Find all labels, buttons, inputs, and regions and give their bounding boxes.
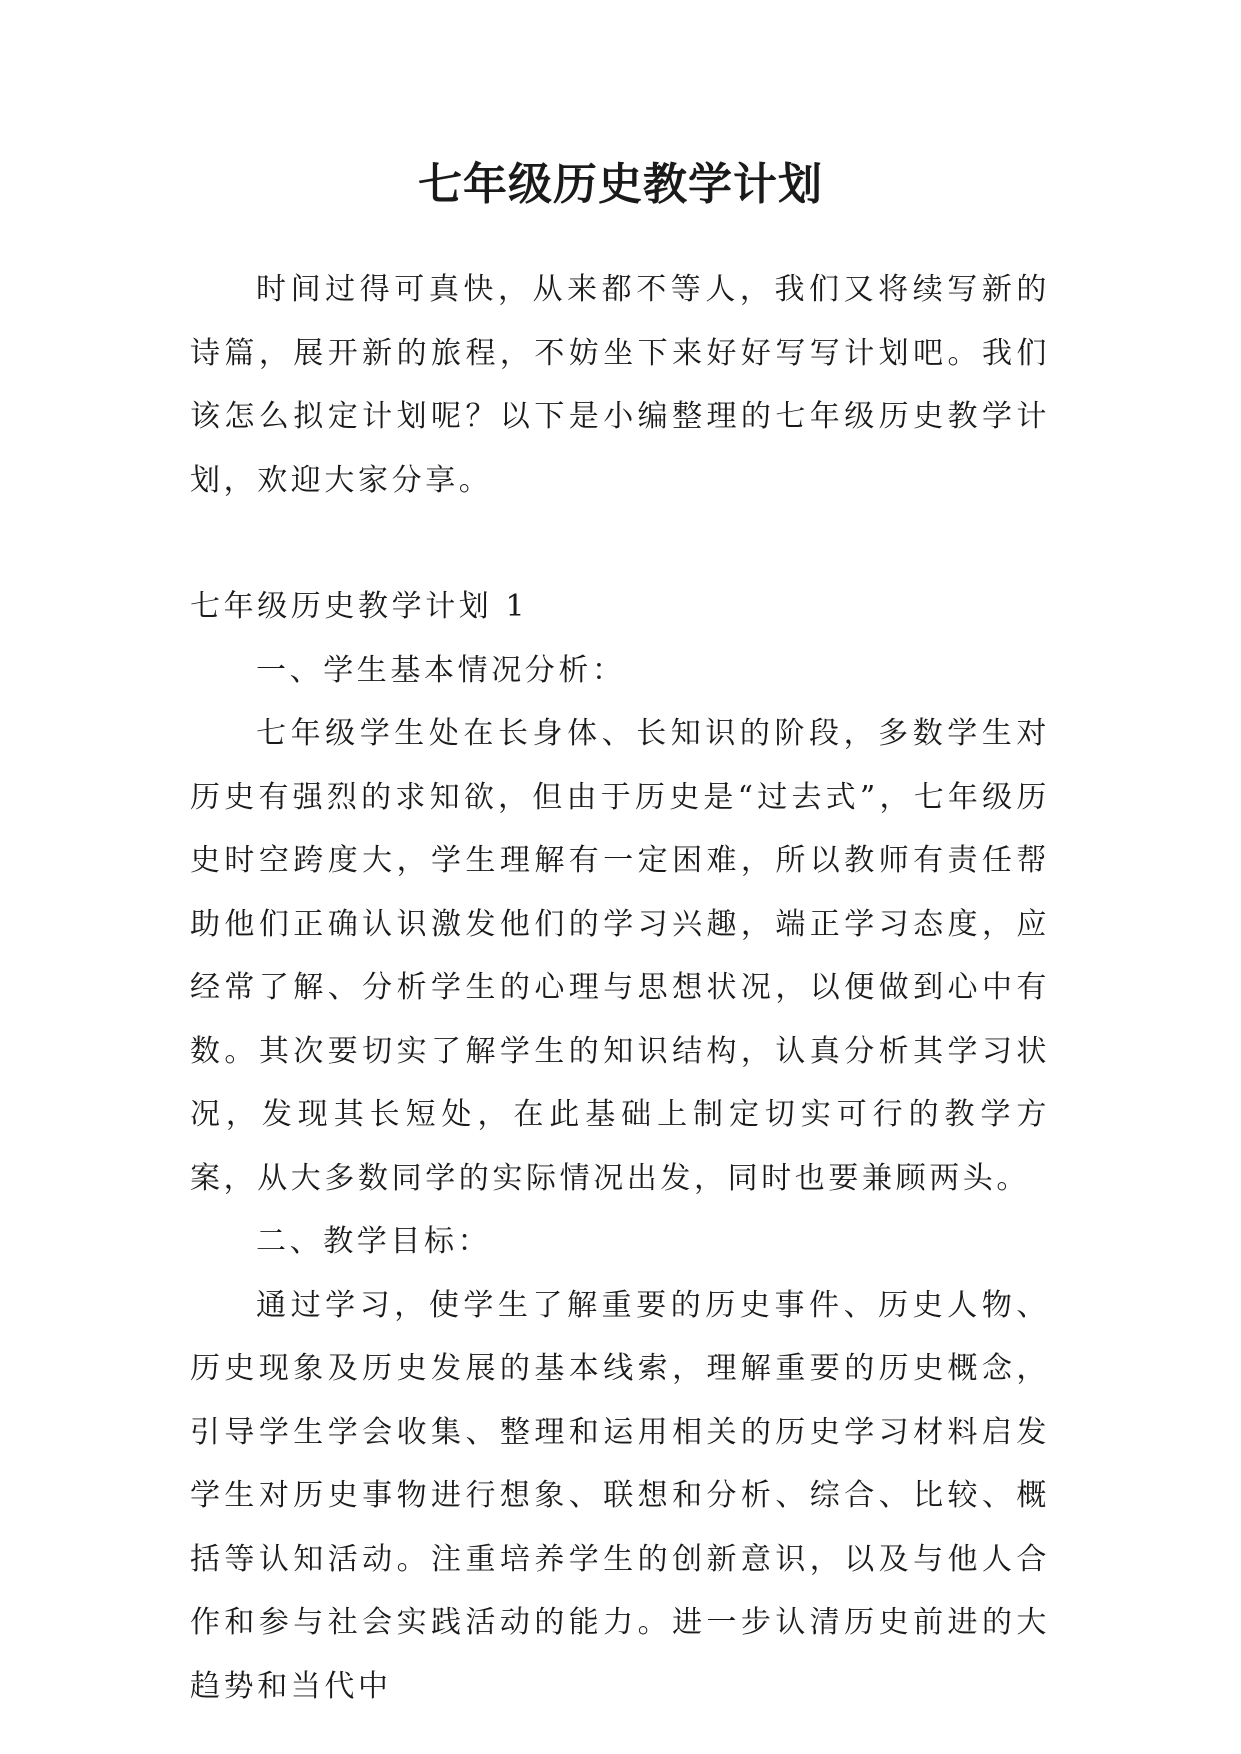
intro-paragraph: 时间过得可真快，从来都不等人，我们又将续写新的诗篇，展开新的旅程，不妨坐下来好好写写计划吧。我们该怎么拟定计划呢？以下是小编整理的七年级历史教学计划，欢迎大家分享。 — [190, 272, 1050, 498]
section-title: 七年级历史教学计划 1 — [190, 589, 529, 624]
paragraph-teaching-goals: 通过学习，使学生了解重要的历史事件、历史人物、历史现象及历史发展的基本线索，理解重要的历史概念，引导学生学会收集、整理和运用相关的历史学习材料启发学生对历史事物进行想象、联想和分析、综合、比较、概括等认知活动。注重培养学生的创新意识，以及与他人合作和参与社会实践活动的能力。进一步认清历史前进的大趋势和当代中 — [190, 1287, 1050, 1704]
document-title: 七年级历史教学计划 — [418, 159, 823, 210]
paragraph-student-analysis: 七年级学生处在长身体、长知识的阶段，多数学生对历史有强烈的求知欲，但由于历史是“过去式”，七年级历史时空跨度大，学生理解有一定困难，所以教师有责任帮助他们正确认识激发他们的学习兴趣，端正学习态度，应经常了解、分析学生的心理与思想状况，以便做到心中有数。其次要切实了解学生的知识结构，认真分析其学习状况，发现其长短处，在此基础上制定切实可行的教学方案，从大多数同学的实际情况出发，同时也要兼顾两头。 — [190, 716, 1050, 1196]
section-block — [190, 575, 1050, 1718]
heading-student-analysis: 一、学生基本情况分析： — [256, 652, 626, 688]
heading-teaching-goals: 二、教学目标： — [256, 1224, 492, 1259]
